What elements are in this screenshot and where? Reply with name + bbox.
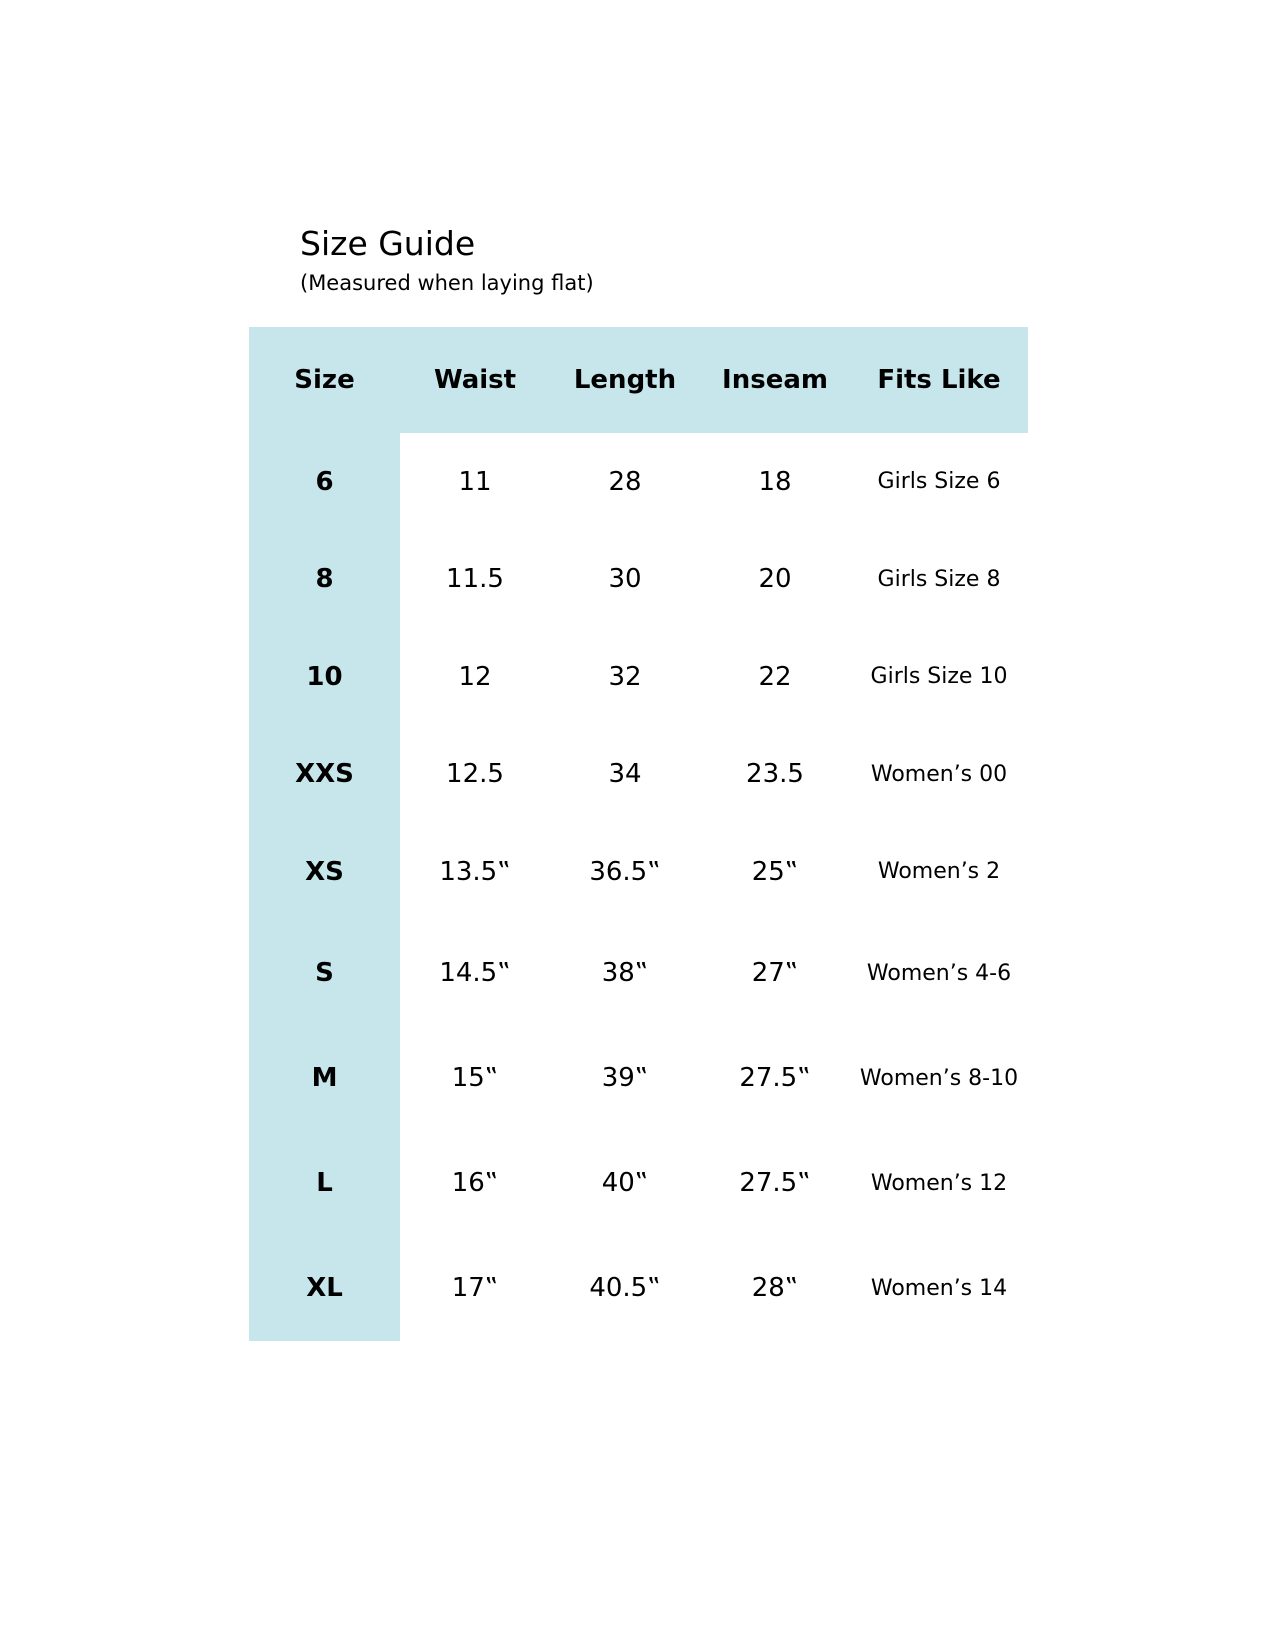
size-cell: 8: [249, 531, 400, 629]
inseam-cell: 23.5: [746, 759, 804, 790]
length-cell: 39‟: [601, 1063, 649, 1093]
column-header-length: Length: [550, 327, 700, 433]
table-row: [249, 1026, 1028, 1131]
table-header: [249, 327, 1028, 433]
fits-like-cell: Women’s 8-10: [859, 1065, 1019, 1091]
inseam-cell: 18: [758, 466, 792, 497]
inseam-cell: 20: [758, 564, 792, 595]
length-cell: 40‟: [601, 1168, 649, 1198]
length-cell: 28: [608, 466, 642, 497]
waist-cell: 12.5: [446, 759, 504, 790]
fits-like-cell: Women’s 00: [870, 761, 1008, 787]
waist-cell: 13.5‟: [439, 856, 511, 887]
fits-like-cell: Women’s 4-6: [866, 960, 1012, 986]
page-subtitle: (Measured when laying flat): [300, 271, 594, 295]
fits-like-cell: Girls Size 8: [877, 566, 1001, 592]
table-row: [249, 628, 1028, 726]
fits-like-cell: Women’s 12: [870, 1170, 1008, 1196]
inseam-cell: 27‟: [751, 958, 799, 988]
waist-cell: 17‟: [451, 1273, 499, 1303]
column-header-size: Size: [249, 327, 400, 433]
column-header-inseam: Inseam: [700, 327, 850, 433]
waist-cell: 16‟: [451, 1168, 499, 1198]
column-header-waist: Waist: [400, 327, 550, 433]
length-cell: 30: [608, 564, 642, 595]
size-cell: 10: [249, 628, 400, 726]
inseam-cell: 27.5‟: [739, 1063, 811, 1093]
column-header-fits-like: Fits Like: [850, 327, 1028, 433]
size-cell: S: [249, 921, 400, 1026]
inseam-cell: 28‟: [751, 1273, 799, 1303]
fits-like-cell: Girls Size 6: [877, 469, 1001, 495]
fits-like-cell: Women’s 14: [870, 1275, 1008, 1301]
size-cell: L: [249, 1131, 400, 1236]
size-cell: XS: [249, 823, 400, 921]
inseam-cell: 22: [758, 661, 792, 692]
table-row: [249, 433, 1028, 531]
waist-cell: 15‟: [451, 1063, 499, 1093]
size-cell: XXS: [249, 726, 400, 824]
size-cell: M: [249, 1026, 400, 1131]
page-title: Size Guide: [300, 224, 476, 263]
inseam-cell: 25‟: [751, 856, 799, 887]
table-body: [249, 433, 1028, 1341]
table-row: [249, 921, 1028, 1026]
fits-like-cell: Girls Size 10: [870, 664, 1008, 690]
table-row: [249, 726, 1028, 824]
waist-cell: 11.5: [446, 564, 504, 595]
length-cell: 32: [608, 661, 642, 692]
table-row: [249, 531, 1028, 629]
header-row: [249, 327, 1028, 433]
table-row: [249, 1131, 1028, 1236]
size-cell: 6: [249, 433, 400, 531]
waist-cell: 14.5‟: [439, 958, 511, 988]
length-cell: 40.5‟: [589, 1273, 661, 1303]
length-cell: 36.5‟: [589, 856, 661, 887]
size-cell: XL: [249, 1236, 400, 1341]
inseam-cell: 27.5‟: [739, 1168, 811, 1198]
waist-cell: 12: [458, 661, 492, 692]
waist-cell: 11: [458, 466, 492, 497]
table-row: [249, 823, 1028, 921]
length-cell: 34: [608, 759, 642, 790]
fits-like-cell: Women’s 2: [877, 859, 1001, 885]
length-cell: 38‟: [601, 958, 649, 988]
size-guide-table: [249, 327, 1028, 1341]
table-row: [249, 1236, 1028, 1341]
